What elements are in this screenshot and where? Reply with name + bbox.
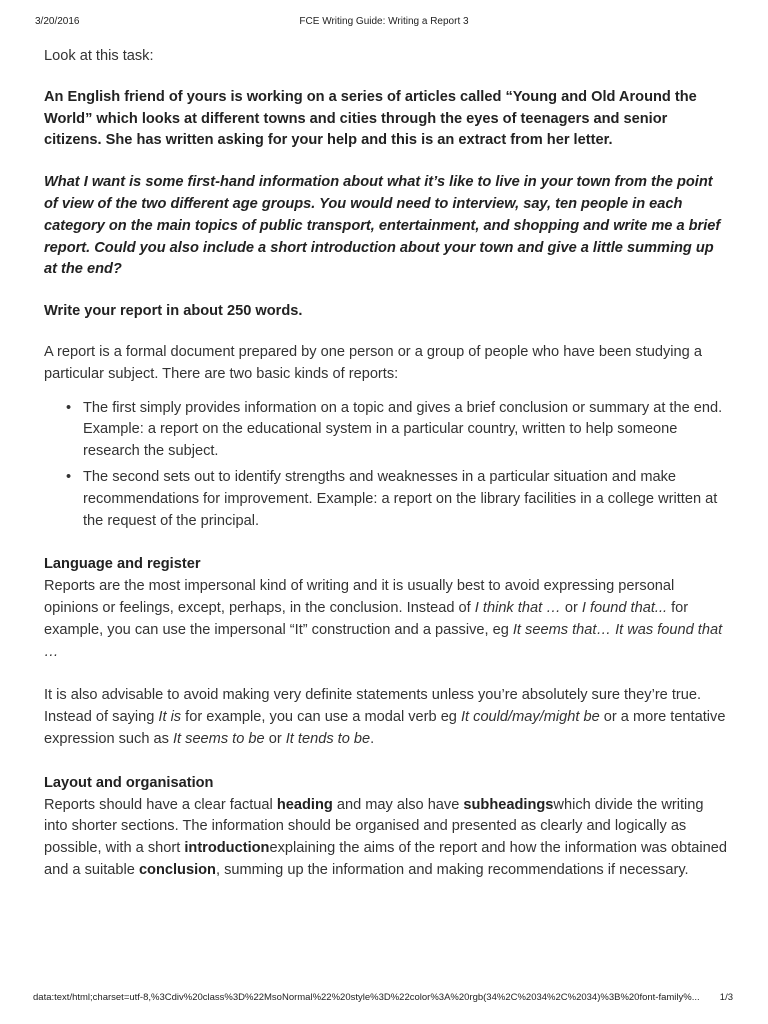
print-header [35,16,733,30]
text-run: It is also advisable to avoid making very definite statements unless you’re absolutely sure they’re true. Instead of saying [44,687,702,726]
page-number: 1/3 [719,992,733,1003]
list-item-text: The first simply provides information on a topic and gives a brief conclusion or summary at the end. Example: a report on the educational system in a particular country, written to help someone research the subject. [83,399,723,460]
intro-text: Look at this task: [44,48,154,64]
letter-extract: What I want is some first-hand information about what it’s like to live in your town from the point of view of the two different age groups. You would need to interview, say, ten people in each category on the main topics of public transport, entertainment, and shopping and write me a brief report. Could you also include a short introduction about your town and give a little summing up at the end? [44,174,721,278]
italic-example: It seems to be [172,730,265,747]
bold-term: conclusion [138,861,216,878]
italic-example: It is [158,709,182,726]
source-url: data:text/html;charset=utf-8,%3Cdiv%20class%3D%22MsoNormal%22%20style%3D%22color%3A%20rgb(34%2C%2034%2C%2034)%3B%20font-family%... [33,992,700,1003]
italic-example: I think that … [474,599,561,616]
text-run: for example, you can use the impersonal “It” construction and a passive, eg [44,599,689,638]
print-date: 3/20/2016 [35,16,80,27]
report-kinds-list [44,398,728,533]
article-body [44,46,728,882]
print-footer [33,992,733,1006]
task-description: An English friend of yours is working on a series of articles called “Young and Old Around the World” which looks at different towns and cities through the eyes of teenagers and senior citizens. She has written asking for your help and this is an extract from her letter. [44,88,697,149]
language-paragraph-2 [44,685,728,750]
bold-term: introduction [184,840,270,857]
bold-term: heading [276,796,333,813]
bullet-icon: • [66,468,72,485]
text-run: explaining the aims of the report and how the information was obtained and a suitable [44,840,728,878]
text-run: , summing up the information and making recommendations if necessary. [215,861,689,878]
bullet-icon: • [66,399,72,416]
layout-organisation-heading: Layout and organisation [44,774,214,791]
bold-term: subheadings [463,796,554,813]
italic-example: I found that... [581,599,668,616]
word-count-instruction: Write your report in about 250 words. [44,303,303,320]
italic-example: It seems that… It was found that … [44,621,723,660]
report-definition: A report is a formal document prepared by one person or a group of people who have been studying a particular subject. There are two basic kinds of reports: [44,343,702,382]
italic-example: It tends to be [285,730,371,747]
text-run: or a more tentative expression such as [44,709,726,747]
layout-paragraph [44,795,728,882]
document-title: FCE Writing Guide: Writing a Report 3 [299,16,469,27]
language-paragraph-1 [44,576,728,663]
list-item [66,467,728,532]
text-run: or [560,599,582,616]
list-item-text: The second sets out to identify strengths and weaknesses in a particular situation and make recommendations for improvement. Example: a report on the library facilities in a college written at the request of the principal. [83,468,718,529]
list-item [66,398,728,463]
language-register-heading: Language and register [44,556,201,573]
text-run: Reports are the most impersonal kind of writing and it is usually best to avoid expressing personal opinions or feelings, except, perhaps, in the conclusion. Instead of [44,578,675,616]
text-run: . [370,730,375,747]
text-run: for example, you can use a modal verb eg [181,709,461,726]
text-run: or [264,730,286,747]
text-run: Reports should have a clear factual [44,796,277,813]
text-run: and may also have [332,796,464,813]
italic-example: It could/may/might be [460,709,600,726]
text-run: which divide the writing into shorter sections. The information should be organised and presented as clearly and logically as possible, with a short [44,796,704,857]
